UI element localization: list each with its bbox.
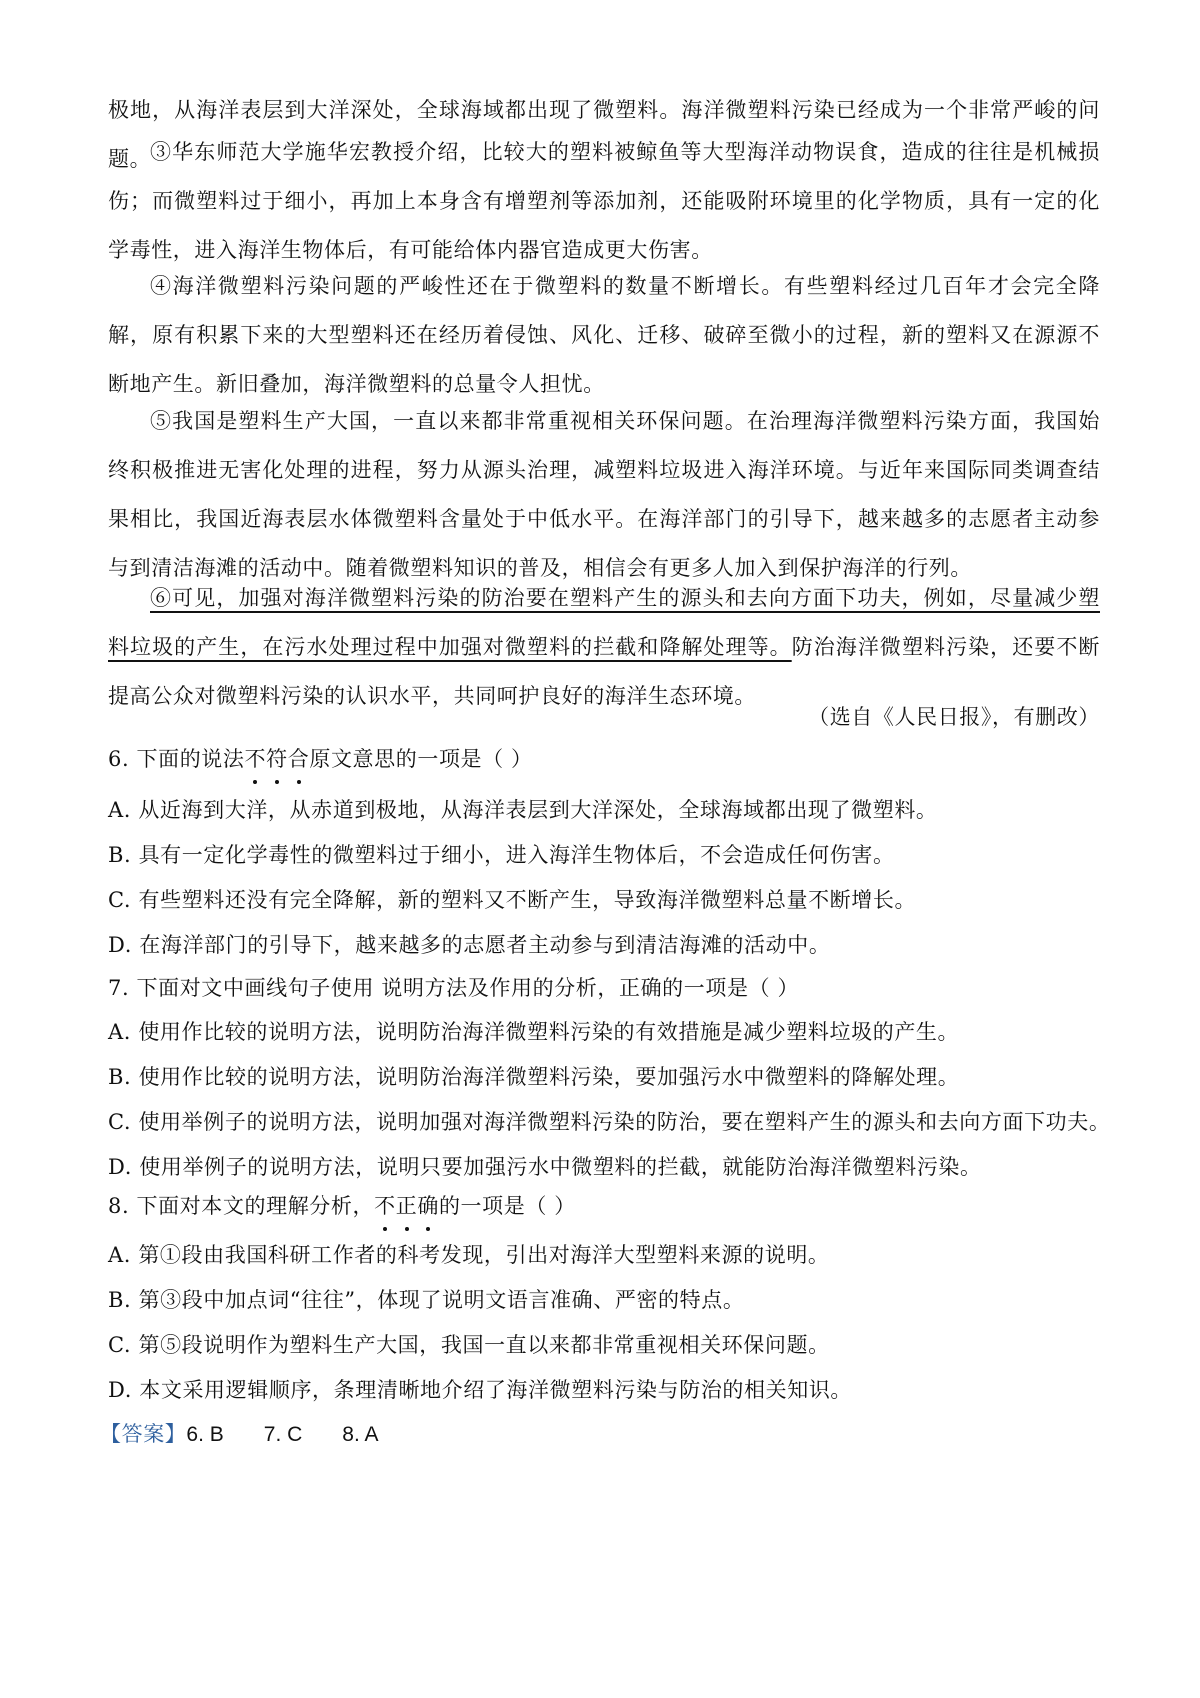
question-6-stem	[108, 744, 1100, 774]
emphasis-dot-char: 合	[288, 744, 310, 774]
question-8-suffix: 的一项是（ ）	[438, 1194, 576, 1218]
answer-value: 7. C	[263, 1423, 303, 1446]
question-7-option-c: C. 使用举例子的说明方法，说明加强对海洋微塑料污染的防治，要在塑料产生的源头和去向方面下功夫。	[108, 1110, 1111, 1134]
question-6-prefix: 6. 下面的说法	[108, 747, 245, 771]
question-8-option-a: A. 第①段由我国科研工作者的科考发现，引出对海洋大型塑料来源的说明。	[108, 1243, 830, 1267]
question-8-stem	[108, 1191, 1100, 1221]
question-6-option-a: A. 从近海到大洋，从赤道到极地，从海洋表层到大洋深处，全球海域都出现了微塑料。	[108, 798, 938, 822]
question-7-option-b: B. 使用作比较的说明方法，说明防治海洋微塑料污染，要加强污水中微塑料的降解处理。	[108, 1065, 960, 1089]
question-8-option-c: C. 第⑤段说明作为塑料生产大国，我国一直以来都非常重视相关环保问题。	[108, 1333, 830, 1357]
answer-line	[100, 1419, 1092, 1450]
paragraph-5: ⑤我国是塑料生产大国，一直以来都非常重视相关环保问题。在治理海洋微塑料污染方面，我国始终积极推进无害化处理的进程，努力从源头治理，减塑料垃圾进入海洋环境。与近年来国际同类调查结果相比，我国近海表层水体微塑料含量处于中低水平。在海洋部门的引导下，越来越多的志愿者主动参与到清洁海滩的活动中。随着微塑料知识的普及，相信会有更多人加入到保护海洋的行列。	[108, 409, 1100, 580]
source-citation: （选自《人民日报》，有删改）	[808, 705, 1100, 729]
emphasis-dot-char: 确	[417, 1191, 439, 1221]
answer-value: 6. B	[186, 1423, 224, 1446]
emphasis-dot-char: 不	[374, 1191, 396, 1221]
underlined-sentence: ⑥可见，加强对海洋微塑料污染的防治要在塑料产生的源头和去向方面下功夫，例如，尽量减少塑料垃圾的产生，在污水处理过程中加强对微塑料的拦截和降解处理等。	[108, 586, 1100, 659]
question-7-stem: 7. 下面对文中画线句子使用 说明方法及作用的分析，正确的一项是（ ）	[108, 976, 800, 1000]
question-6-option-c: C. 有些塑料还没有完全降解，新的塑料又不断产生，导致海洋微塑料总量不断增长。	[108, 888, 917, 912]
emphasis-dot-char: 不	[245, 744, 267, 774]
question-7-option-a: A. 使用作比较的说明方法，说明防治海洋微塑料污染的有效措施是减少塑料垃圾的产生。	[108, 1020, 960, 1044]
question-7-option-d: D. 使用举例子的说明方法，说明只要加强污水中微塑料的拦截，就能防治海洋微塑料污染。	[108, 1155, 982, 1179]
question-8-prefix: 8. 下面对本文的理解分析，	[108, 1194, 375, 1218]
paragraph-6	[108, 574, 1100, 721]
question-6-suffix: 原文意思的一项是（ ）	[309, 747, 533, 771]
answer-tag: 【答案】	[100, 1422, 187, 1446]
question-6-option-d: D. 在海洋部门的引导下，越来越多的志愿者主动参与到清洁海滩的活动中。	[108, 933, 831, 957]
paragraph-4: ④海洋微塑料污染问题的严峻性还在于微塑料的数量不断增长。有些塑料经过几百年才会完全降解，原有积累下来的大型塑料还在经历着侵蚀、风化、迁移、破碎至微小的过程，新的塑料又在源源不断地产生。新旧叠加，海洋微塑料的总量令人担忧。	[108, 274, 1100, 396]
emphasis-dot-char: 符	[266, 744, 288, 774]
emphasis-dot-char: 正	[396, 1191, 418, 1221]
question-8-option-b: B. 第③段中加点词“往往”，体现了说明文语言准确、严密的特点。	[108, 1288, 745, 1312]
question-8-option-d: D. 本文采用逻辑顺序，条理清晰地介绍了海洋微塑料污染与防治的相关知识。	[108, 1378, 853, 1402]
paragraph-6-rest: 防治海洋微塑料污染，还要不断提高公众对微塑料污染的认识水平，共同呵护良好的海洋生态环境。	[108, 635, 1100, 708]
question-6-option-b: B. 具有一定化学毒性的微塑料过于细小，进入海洋生物体后，不会造成任何伤害。	[108, 843, 895, 867]
answer-value: 8. A	[342, 1423, 379, 1446]
paragraph-3: ③华东师范大学施华宏教授介绍，比较大的塑料被鲸鱼等大型海洋动物误食，造成的往往是机械损伤；而微塑料过于细小，再加上本身含有增塑剂等添加剂，还能吸附环境里的化学物质，具有一定的化学毒性，进入海洋生物体后，有可能给体内器官造成更大伤害。	[108, 140, 1100, 262]
paragraph-2-continuation: 极地，从海洋表层到大洋深处，全球海域都出现了微塑料。海洋微塑料污染已经成为一个非常严峻的问题。	[108, 98, 1100, 171]
